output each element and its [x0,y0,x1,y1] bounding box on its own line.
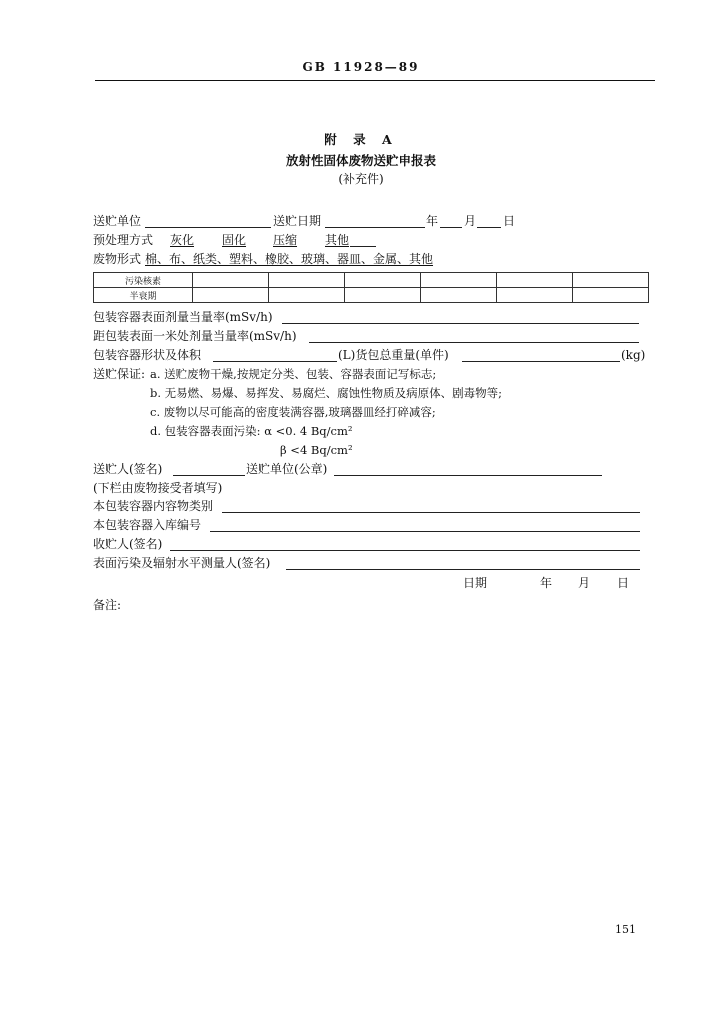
table-cell[interactable] [573,273,649,288]
month-field[interactable] [440,227,462,228]
one-meter-dose-label: 距包装表面一米处剂量当量率(mSv/h) [93,329,297,343]
sending-unit-label: 送贮单位 [93,214,142,228]
pretreatment-option-ash[interactable]: 灰化 [170,233,195,247]
month-label: 月 [464,214,477,228]
weight-unit-label: (kg) [621,348,646,362]
guarantee-label: 送贮保证: [93,367,146,381]
table-cell[interactable] [497,273,573,288]
date-month-label: 月 [578,576,591,590]
date-day-label: 日 [617,576,630,590]
header-rule [95,80,655,81]
table-cell[interactable] [421,288,497,303]
pretreatment-option-other[interactable]: 其他 [325,233,350,247]
appendix-label: 附 录 A [324,132,398,147]
table-cell[interactable] [573,288,649,303]
remarks-label: 备注: [93,598,122,612]
sending-date-field[interactable] [325,227,425,228]
sending-unit-field[interactable] [145,227,271,228]
guarantee-b: b. 无易燃、易爆、易挥发、易腐烂、腐蚀性物质及病原体、剧毒物等; [150,386,503,400]
form-subtitle: (补充件) [338,172,384,186]
measurer-signature-field[interactable] [286,569,640,570]
date-label: 日期 [463,576,488,590]
sender-unit-field[interactable] [334,475,602,476]
pretreatment-option-compress[interactable]: 压缩 [273,233,298,247]
waste-form-label: 废物形式 [93,252,142,266]
pretreatment-underline [350,246,376,247]
table-cell[interactable] [193,273,269,288]
volume-unit-label: (L)货包总重量(单件) [338,348,449,362]
year-label: 年 [426,214,439,228]
table-row [94,273,649,288]
table-cell[interactable] [269,273,345,288]
table-cell[interactable] [497,288,573,303]
table-cell[interactable] [421,273,497,288]
total-weight-field[interactable] [462,361,620,362]
shape-volume-field[interactable] [213,361,337,362]
sender-signature-field[interactable] [173,475,245,476]
nuclide-table [93,272,649,303]
pretreatment-option-solidify[interactable]: 固化 [222,233,247,247]
guarantee-d: d. 包装容器表面污染: α <0. 4 Bq/cm² [150,424,353,438]
page-number: 151 [615,923,636,936]
sending-date-label: 送贮日期 [273,214,322,228]
table-cell[interactable] [269,288,345,303]
table-cell[interactable] [345,288,421,303]
content-type-field[interactable] [222,512,640,513]
date-year-label: 年 [540,576,553,590]
waste-form-options[interactable]: 棉、布、纸类、塑料、橡胶、玻璃、器皿、金属、其他 [145,252,434,266]
storage-number-label: 本包装容器入库编号 [93,518,202,532]
one-meter-dose-field[interactable] [309,342,639,343]
shape-volume-label: 包装容器形状及体积 [93,348,202,362]
half-life-row-label: 半衰期 [94,288,193,303]
receiver-signature-field[interactable] [170,550,640,551]
beta-limit: β <4 Bq/cm² [280,443,353,457]
storage-number-field[interactable] [210,531,640,532]
sender-unit-label: 送贮单位(公章) [246,462,328,476]
measurer-signature-label: 表面污染及辐射水平测量人(签名) [93,556,271,570]
sender-signature-label: 送贮人(签名) [93,462,163,476]
content-type-label: 本包装容器内容物类别 [93,499,214,513]
table-cell[interactable] [193,288,269,303]
guarantee-a: a. 送贮废物干燥,按规定分类、包装、容器表面记写标志; [150,367,437,381]
day-label: 日 [503,214,516,228]
standard-code-header: GB 11928—89 [302,60,420,74]
guarantee-c: c. 废物以尽可能高的密度装满容器,玻璃器皿经打碎减容; [150,405,436,419]
table-row [94,288,649,303]
day-field[interactable] [477,227,501,228]
form-title: 放射性固体废物送贮申报表 [285,153,436,168]
surface-dose-label: 包装容器表面剂量当量率(mSv/h) [93,310,273,324]
receiver-section-note: (下栏由废物接受者填写) [93,481,223,495]
table-cell[interactable] [345,273,421,288]
nuclide-row-label: 污染核素 [94,273,193,288]
receiver-signature-label: 收贮人(签名) [93,537,163,551]
pretreatment-label: 预处理方式 [93,233,154,247]
surface-dose-field[interactable] [282,323,639,324]
